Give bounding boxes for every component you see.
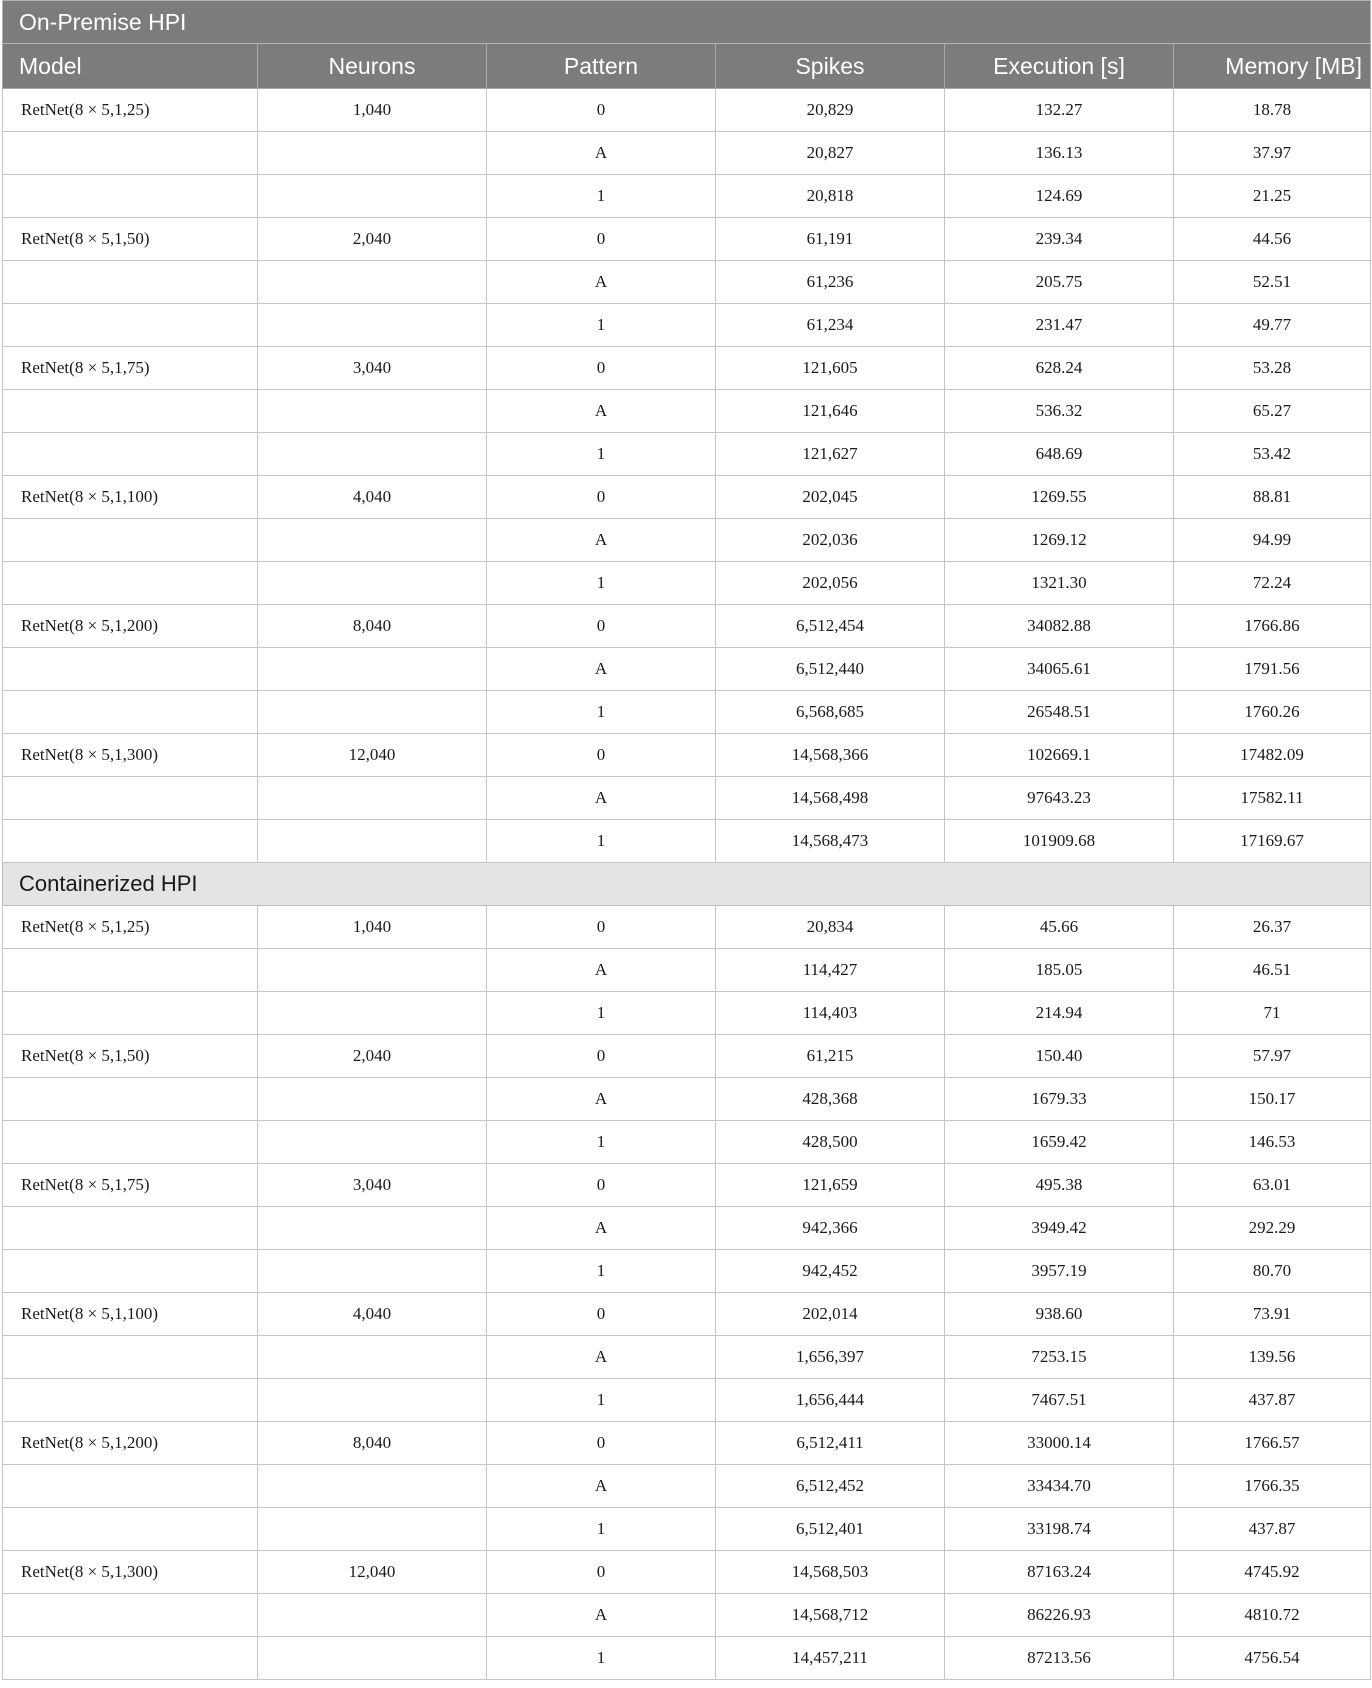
cell-memory: 80.70 [1174, 1250, 1371, 1293]
cell-memory: 437.87 [1174, 1379, 1371, 1422]
cell-memory: 139.56 [1174, 1336, 1371, 1379]
cell-execution: 7253.15 [945, 1336, 1174, 1379]
cell-model [3, 304, 258, 347]
cell-neurons [258, 1508, 487, 1551]
cell-execution: 1679.33 [945, 1078, 1174, 1121]
header-model: Model [3, 44, 258, 89]
cell-neurons [258, 691, 487, 734]
cell-neurons: 2,040 [258, 1035, 487, 1078]
cell-model [3, 519, 258, 562]
cell-pattern: 1 [487, 691, 716, 734]
cell-model [3, 1121, 258, 1164]
cell-execution: 45.66 [945, 906, 1174, 949]
cell-model [3, 1508, 258, 1551]
cell-execution: 101909.68 [945, 820, 1174, 863]
table-row [3, 519, 1371, 562]
cell-execution: 136.13 [945, 132, 1174, 175]
header-row [3, 44, 1371, 89]
cell-memory: 1791.56 [1174, 648, 1371, 691]
cell-model [3, 949, 258, 992]
section-title: On-Premise HPI [3, 1, 1371, 44]
cell-memory: 17582.11 [1174, 777, 1371, 820]
header-pattern: Pattern [487, 44, 716, 89]
cell-pattern: 0 [487, 476, 716, 519]
cell-neurons [258, 648, 487, 691]
cell-neurons [258, 175, 487, 218]
cell-spikes: 6,512,401 [716, 1508, 945, 1551]
cell-pattern: A [487, 261, 716, 304]
cell-execution: 536.32 [945, 390, 1174, 433]
cell-memory: 1760.26 [1174, 691, 1371, 734]
cell-pattern: 1 [487, 820, 716, 863]
cell-memory: 71 [1174, 992, 1371, 1035]
table-row [3, 476, 1371, 519]
cell-execution: 150.40 [945, 1035, 1174, 1078]
cell-model [3, 992, 258, 1035]
cell-memory: 88.81 [1174, 476, 1371, 519]
cell-pattern: 1 [487, 562, 716, 605]
cell-neurons [258, 992, 487, 1035]
cell-spikes: 6,512,411 [716, 1422, 945, 1465]
cell-spikes: 6,512,440 [716, 648, 945, 691]
cell-memory: 46.51 [1174, 949, 1371, 992]
header-execution: Execution [s] [945, 44, 1174, 89]
cell-memory: 57.97 [1174, 1035, 1371, 1078]
cell-model [3, 648, 258, 691]
table-row [3, 1637, 1371, 1680]
cell-execution: 97643.23 [945, 777, 1174, 820]
section-title-row [3, 1, 1371, 44]
cell-pattern: 0 [487, 1293, 716, 1336]
cell-execution: 1269.55 [945, 476, 1174, 519]
cell-neurons: 1,040 [258, 89, 487, 132]
cell-execution: 231.47 [945, 304, 1174, 347]
cell-memory: 44.56 [1174, 218, 1371, 261]
cell-model: RetNet(8 × 5,1,75) [3, 347, 258, 390]
cell-spikes: 61,234 [716, 304, 945, 347]
cell-neurons [258, 433, 487, 476]
cell-execution: 132.27 [945, 89, 1174, 132]
cell-neurons [258, 562, 487, 605]
cell-model [3, 691, 258, 734]
cell-neurons [258, 304, 487, 347]
cell-spikes: 20,818 [716, 175, 945, 218]
cell-spikes: 428,368 [716, 1078, 945, 1121]
table-row [3, 949, 1371, 992]
cell-spikes: 61,215 [716, 1035, 945, 1078]
cell-execution: 1659.42 [945, 1121, 1174, 1164]
cell-execution: 495.38 [945, 1164, 1174, 1207]
cell-memory: 26.37 [1174, 906, 1371, 949]
cell-execution: 124.69 [945, 175, 1174, 218]
cell-spikes: 14,568,473 [716, 820, 945, 863]
cell-neurons [258, 1465, 487, 1508]
cell-execution: 3957.19 [945, 1250, 1174, 1293]
cell-execution: 34082.88 [945, 605, 1174, 648]
table-row [3, 304, 1371, 347]
cell-pattern: 0 [487, 1035, 716, 1078]
table-row [3, 1121, 1371, 1164]
cell-pattern: 1 [487, 175, 716, 218]
table-row [3, 433, 1371, 476]
cell-neurons [258, 132, 487, 175]
cell-pattern: 0 [487, 89, 716, 132]
table-row [3, 1336, 1371, 1379]
cell-model [3, 1465, 258, 1508]
cell-memory: 53.42 [1174, 433, 1371, 476]
cell-memory: 53.28 [1174, 347, 1371, 390]
cell-model [3, 1594, 258, 1637]
cell-spikes: 14,568,503 [716, 1551, 945, 1594]
cell-model: RetNet(8 × 5,1,300) [3, 734, 258, 777]
cell-execution: 3949.42 [945, 1207, 1174, 1250]
cell-pattern: A [487, 1594, 716, 1637]
cell-spikes: 20,827 [716, 132, 945, 175]
table-row [3, 734, 1371, 777]
cell-memory: 146.53 [1174, 1121, 1371, 1164]
table-row [3, 1465, 1371, 1508]
table-row [3, 777, 1371, 820]
cell-neurons: 12,040 [258, 734, 487, 777]
cell-memory: 73.91 [1174, 1293, 1371, 1336]
cell-pattern: A [487, 1078, 716, 1121]
section-title-row [3, 863, 1371, 906]
cell-pattern: 0 [487, 734, 716, 777]
cell-memory: 150.17 [1174, 1078, 1371, 1121]
cell-model [3, 1207, 258, 1250]
cell-memory: 4810.72 [1174, 1594, 1371, 1637]
table-row [3, 132, 1371, 175]
cell-pattern: 1 [487, 304, 716, 347]
table-row [3, 1207, 1371, 1250]
cell-model: RetNet(8 × 5,1,200) [3, 1422, 258, 1465]
cell-execution: 1269.12 [945, 519, 1174, 562]
cell-memory: 37.97 [1174, 132, 1371, 175]
cell-spikes: 20,829 [716, 89, 945, 132]
table-row [3, 1250, 1371, 1293]
cell-spikes: 61,236 [716, 261, 945, 304]
cell-model [3, 1336, 258, 1379]
cell-model [3, 1379, 258, 1422]
cell-neurons: 4,040 [258, 476, 487, 519]
cell-model [3, 777, 258, 820]
cell-execution: 7467.51 [945, 1379, 1174, 1422]
cell-memory: 52.51 [1174, 261, 1371, 304]
cell-execution: 26548.51 [945, 691, 1174, 734]
cell-memory: 65.27 [1174, 390, 1371, 433]
cell-spikes: 121,646 [716, 390, 945, 433]
cell-execution: 938.60 [945, 1293, 1174, 1336]
cell-pattern: 0 [487, 1422, 716, 1465]
cell-neurons: 3,040 [258, 347, 487, 390]
cell-execution: 205.75 [945, 261, 1174, 304]
cell-pattern: A [487, 1207, 716, 1250]
cell-neurons [258, 1594, 487, 1637]
cell-pattern: A [487, 949, 716, 992]
cell-pattern: 0 [487, 906, 716, 949]
cell-model: RetNet(8 × 5,1,300) [3, 1551, 258, 1594]
table-row [3, 691, 1371, 734]
cell-execution: 648.69 [945, 433, 1174, 476]
cell-neurons [258, 1379, 487, 1422]
cell-pattern: A [487, 519, 716, 562]
cell-neurons [258, 1207, 487, 1250]
cell-memory: 72.24 [1174, 562, 1371, 605]
cell-execution: 33000.14 [945, 1422, 1174, 1465]
cell-memory: 1766.57 [1174, 1422, 1371, 1465]
cell-memory: 4745.92 [1174, 1551, 1371, 1594]
cell-pattern: 0 [487, 347, 716, 390]
cell-execution: 87163.24 [945, 1551, 1174, 1594]
cell-pattern: A [487, 132, 716, 175]
cell-pattern: 1 [487, 992, 716, 1035]
table-row [3, 347, 1371, 390]
cell-spikes: 121,605 [716, 347, 945, 390]
cell-model: RetNet(8 × 5,1,75) [3, 1164, 258, 1207]
cell-pattern: 1 [487, 1250, 716, 1293]
cell-memory: 1766.86 [1174, 605, 1371, 648]
cell-memory: 292.29 [1174, 1207, 1371, 1250]
table-row [3, 175, 1371, 218]
cell-pattern: A [487, 1336, 716, 1379]
cell-neurons [258, 519, 487, 562]
cell-spikes: 202,045 [716, 476, 945, 519]
table-row [3, 562, 1371, 605]
cell-pattern: 1 [487, 1637, 716, 1680]
cell-execution: 87213.56 [945, 1637, 1174, 1680]
cell-memory: 17482.09 [1174, 734, 1371, 777]
cell-spikes: 121,627 [716, 433, 945, 476]
cell-spikes: 1,656,397 [716, 1336, 945, 1379]
cell-model: RetNet(8 × 5,1,50) [3, 218, 258, 261]
cell-execution: 86226.93 [945, 1594, 1174, 1637]
cell-execution: 628.24 [945, 347, 1174, 390]
cell-spikes: 942,366 [716, 1207, 945, 1250]
cell-pattern: 0 [487, 218, 716, 261]
table-row [3, 906, 1371, 949]
table-body [3, 1, 1371, 1680]
cell-pattern: 0 [487, 1164, 716, 1207]
table-row [3, 1164, 1371, 1207]
table-row [3, 1422, 1371, 1465]
cell-memory: 49.77 [1174, 304, 1371, 347]
cell-spikes: 942,452 [716, 1250, 945, 1293]
cell-spikes: 114,427 [716, 949, 945, 992]
cell-model [3, 1078, 258, 1121]
cell-spikes: 114,403 [716, 992, 945, 1035]
cell-neurons [258, 1121, 487, 1164]
cell-spikes: 14,457,211 [716, 1637, 945, 1680]
cell-spikes: 14,568,712 [716, 1594, 945, 1637]
cell-neurons: 8,040 [258, 1422, 487, 1465]
cell-model: RetNet(8 × 5,1,25) [3, 89, 258, 132]
table-row [3, 648, 1371, 691]
cell-neurons: 8,040 [258, 605, 487, 648]
cell-model [3, 1637, 258, 1680]
results-table [2, 0, 1371, 1680]
cell-memory: 63.01 [1174, 1164, 1371, 1207]
cell-model [3, 433, 258, 476]
header-memory: Memory [MB] [1174, 44, 1371, 89]
cell-pattern: A [487, 390, 716, 433]
cell-execution: 214.94 [945, 992, 1174, 1035]
table-row [3, 1078, 1371, 1121]
cell-neurons: 1,040 [258, 906, 487, 949]
section-title: Containerized HPI [3, 863, 1371, 906]
cell-neurons [258, 1078, 487, 1121]
cell-model: RetNet(8 × 5,1,100) [3, 1293, 258, 1336]
cell-neurons: 12,040 [258, 1551, 487, 1594]
cell-neurons [258, 1250, 487, 1293]
cell-spikes: 6,512,454 [716, 605, 945, 648]
cell-neurons [258, 1336, 487, 1379]
table-row [3, 1551, 1371, 1594]
cell-neurons: 3,040 [258, 1164, 487, 1207]
header-spikes: Spikes [716, 44, 945, 89]
cell-pattern: 0 [487, 605, 716, 648]
cell-model [3, 261, 258, 304]
cell-neurons [258, 777, 487, 820]
cell-spikes: 14,568,498 [716, 777, 945, 820]
cell-spikes: 20,834 [716, 906, 945, 949]
cell-model: RetNet(8 × 5,1,25) [3, 906, 258, 949]
cell-neurons [258, 1637, 487, 1680]
cell-memory: 21.25 [1174, 175, 1371, 218]
table-row [3, 1379, 1371, 1422]
cell-model [3, 1250, 258, 1293]
cell-execution: 1321.30 [945, 562, 1174, 605]
table-row [3, 605, 1371, 648]
cell-model [3, 562, 258, 605]
cell-spikes: 14,568,366 [716, 734, 945, 777]
cell-pattern: A [487, 648, 716, 691]
cell-spikes: 428,500 [716, 1121, 945, 1164]
cell-neurons [258, 820, 487, 863]
cell-pattern: A [487, 1465, 716, 1508]
cell-spikes: 6,568,685 [716, 691, 945, 734]
cell-execution: 102669.1 [945, 734, 1174, 777]
cell-memory: 4756.54 [1174, 1637, 1371, 1680]
table-row [3, 1508, 1371, 1551]
table-row [3, 1293, 1371, 1336]
cell-model [3, 132, 258, 175]
table-row [3, 390, 1371, 433]
cell-model [3, 820, 258, 863]
cell-memory: 1766.35 [1174, 1465, 1371, 1508]
cell-memory: 94.99 [1174, 519, 1371, 562]
cell-memory: 17169.67 [1174, 820, 1371, 863]
cell-pattern: 0 [487, 1551, 716, 1594]
cell-model [3, 390, 258, 433]
cell-spikes: 121,659 [716, 1164, 945, 1207]
table-row [3, 820, 1371, 863]
table-row [3, 1594, 1371, 1637]
header-neurons: Neurons [258, 44, 487, 89]
cell-execution: 185.05 [945, 949, 1174, 992]
cell-neurons [258, 390, 487, 433]
cell-spikes: 6,512,452 [716, 1465, 945, 1508]
cell-pattern: A [487, 777, 716, 820]
cell-spikes: 202,036 [716, 519, 945, 562]
cell-model: RetNet(8 × 5,1,50) [3, 1035, 258, 1078]
table-row [3, 218, 1371, 261]
cell-execution: 33434.70 [945, 1465, 1174, 1508]
cell-execution: 33198.74 [945, 1508, 1174, 1551]
cell-model: RetNet(8 × 5,1,200) [3, 605, 258, 648]
table-row [3, 992, 1371, 1035]
table-row [3, 1035, 1371, 1078]
cell-spikes: 1,656,444 [716, 1379, 945, 1422]
cell-neurons [258, 261, 487, 304]
cell-spikes: 61,191 [716, 218, 945, 261]
cell-memory: 18.78 [1174, 89, 1371, 132]
table-row [3, 261, 1371, 304]
cell-model [3, 175, 258, 218]
cell-pattern: 1 [487, 1121, 716, 1164]
cell-spikes: 202,014 [716, 1293, 945, 1336]
table-row [3, 89, 1371, 132]
cell-spikes: 202,056 [716, 562, 945, 605]
cell-pattern: 1 [487, 1379, 716, 1422]
cell-neurons [258, 949, 487, 992]
cell-execution: 34065.61 [945, 648, 1174, 691]
cell-neurons: 2,040 [258, 218, 487, 261]
cell-pattern: 1 [487, 433, 716, 476]
cell-model: RetNet(8 × 5,1,100) [3, 476, 258, 519]
cell-neurons: 4,040 [258, 1293, 487, 1336]
cell-pattern: 1 [487, 1508, 716, 1551]
cell-memory: 437.87 [1174, 1508, 1371, 1551]
cell-execution: 239.34 [945, 218, 1174, 261]
